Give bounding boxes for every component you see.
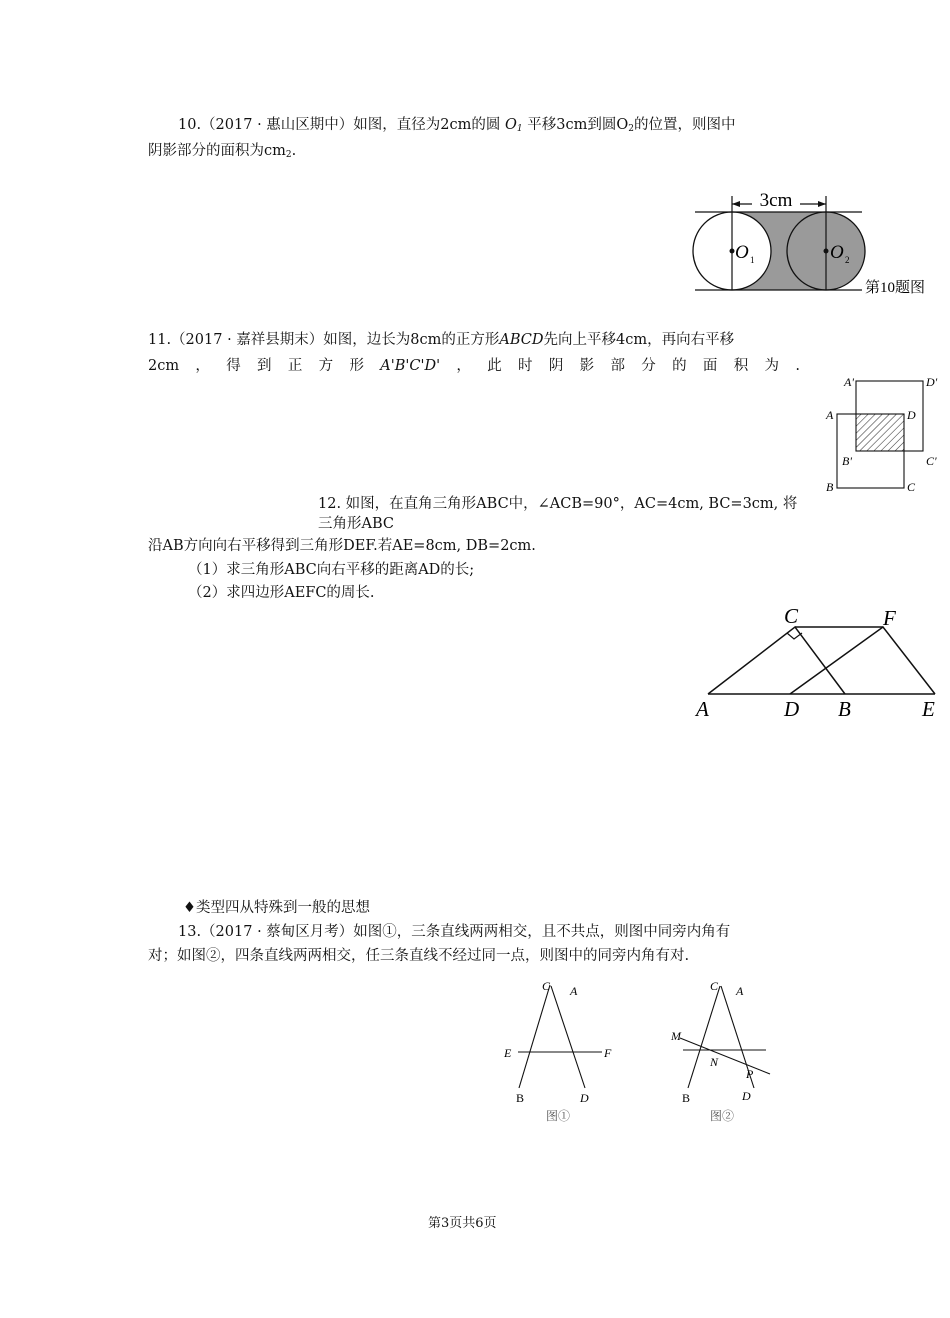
svg-text:A: A (736, 984, 744, 998)
q11-line2: 2cm ， 得 到 正 方 形 A'B'C'D' ， 此 时 阴 影 部 分 的 面 积 为 . (148, 358, 800, 374)
q10-line2: 阴影部分的面积为$cm_2$. (148, 143, 297, 160)
svg-text:C: C (907, 480, 916, 494)
q12-subquestion-2: （2）求四边形AEFC的周长. (188, 585, 375, 601)
svg-text:2: 2 (845, 255, 850, 265)
svg-text:D: D (580, 1091, 589, 1105)
svg-text:C: C (784, 605, 799, 628)
svg-text:D: D (742, 1089, 751, 1103)
q11-figure (820, 370, 945, 498)
svg-text:M: M (671, 1029, 681, 1043)
svg-text:F: F (604, 1046, 612, 1060)
svg-text:A: A (570, 984, 578, 998)
q13-figure-1 (503, 979, 612, 1123)
svg-text:C': C' (926, 454, 937, 468)
svg-text:P: P (746, 1067, 754, 1081)
q11-shaded-region (856, 414, 904, 451)
q12-line2: 三角形ABC (318, 516, 394, 532)
svg-text:B: B (682, 1091, 691, 1105)
q10-o2-label: O (830, 242, 844, 263)
svg-text:C: C (710, 979, 719, 993)
svg-text:D: D (907, 408, 916, 422)
q13-figures (498, 970, 788, 1130)
q13-fig1-caption: 图① (546, 1109, 571, 1123)
q12-triangle-abc (708, 627, 845, 694)
svg-text:C: C (542, 979, 551, 993)
svg-text:E: E (922, 697, 935, 720)
q12-figure (690, 605, 945, 720)
q10-line1: 10.（2017 · 惠山区期中）如图，直径为2cm的圆 $O_1$ 平移3cm到圆$O_2$的位置，则图中 (178, 117, 736, 134)
q10-o1-label: O (735, 242, 749, 263)
svg-text:B: B (826, 480, 834, 494)
svg-text:A: A (696, 697, 709, 720)
q13-figure-2 (670, 979, 770, 1123)
q10-dim-label: 3cm (759, 190, 793, 211)
section-heading: ♦类型四从特殊到一般的思想 (183, 900, 370, 916)
q12-subquestion-1: （1）求三角形ABC向右平移的距离AD的长; (188, 562, 475, 578)
svg-text:B: B (838, 697, 851, 720)
svg-text:D': D' (926, 375, 938, 389)
page-footer: 第3页共6页 (428, 1216, 497, 1231)
q13-fig2-caption: 图② (710, 1109, 735, 1123)
q12-line3: 沿AB方向向右平移得到三角形DEF.若AE=8cm, DB=2cm. (148, 538, 536, 554)
svg-text:B: B (516, 1091, 525, 1105)
q12-line1: 12. 如图，在直角三角形ABC中，∠ACB=90°，AC=4cm, BC=3cm, 将 (318, 496, 798, 512)
q10-caption: 第10题图 (865, 280, 926, 296)
svg-text:B': B' (842, 454, 852, 468)
q13-line1: 13.（2017 · 蔡甸区月考）如图①，三条直线两两相交，且不共点，则图中同旁内角有 (178, 924, 731, 940)
svg-text:A: A (826, 408, 834, 422)
svg-text:E: E (504, 1046, 512, 1060)
svg-text:D: D (784, 697, 800, 720)
q12-triangle-def (790, 627, 935, 694)
svg-text:N: N (710, 1055, 719, 1069)
q13-line2: 对；如图②，四条直线两两相交，任三条直线不经过同一点，则图中的同旁内角有对. (148, 948, 690, 964)
q11-line1: 11.（2017 · 嘉祥县期末）如图，边长为8cm的正方形ABCD先向上平移4cm，再向右平移 (148, 332, 735, 348)
svg-text:F: F (883, 606, 896, 630)
svg-text:1: 1 (750, 255, 755, 265)
q10-figure (690, 188, 945, 303)
svg-text:A': A' (844, 375, 854, 389)
